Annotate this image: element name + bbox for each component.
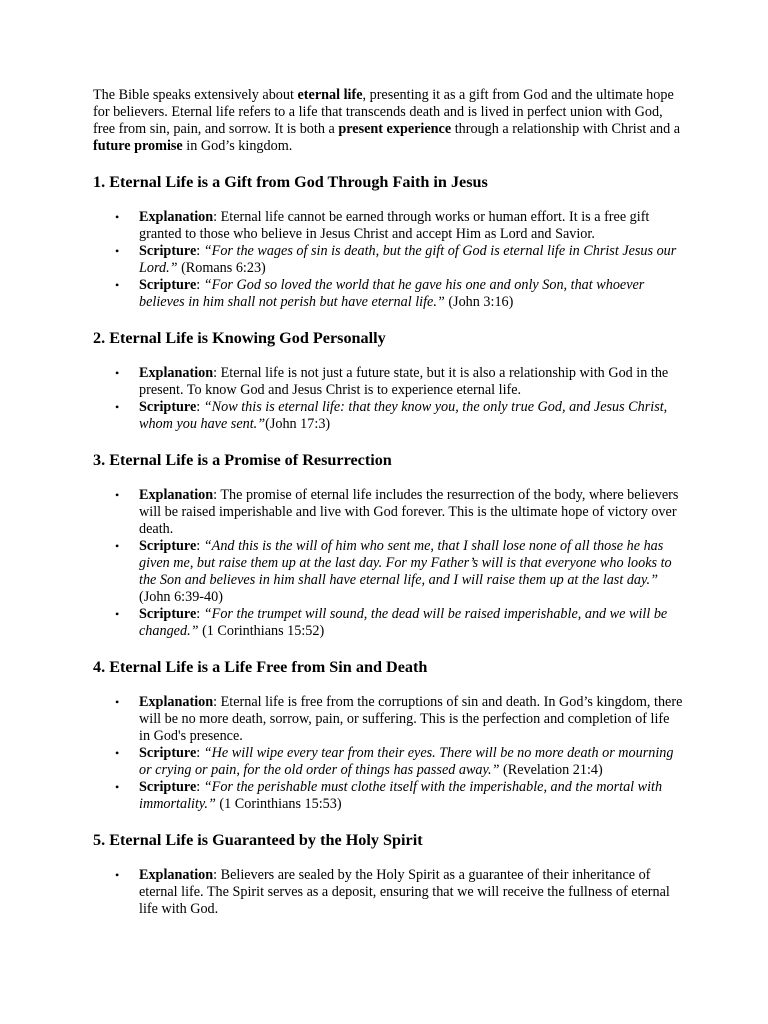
intro-text: in God’s kingdom.: [182, 138, 293, 154]
scripture-quote: “He will wipe every tear from their eyes. There will be no more death or mourning or crying or pain, for the old order of things has passed away.”: [139, 745, 674, 778]
item-label: Scripture: [139, 606, 197, 622]
bullet-icon: •: [115, 695, 120, 709]
item-label: Explanation: [139, 209, 214, 225]
item-label: Scripture: [139, 243, 197, 259]
bullet-icon: •: [115, 746, 120, 760]
list-item: [93, 243, 683, 277]
list-item: [93, 779, 683, 813]
item-separator: :: [196, 277, 204, 293]
bullet-icon: •: [115, 488, 120, 502]
item-label: Scripture: [139, 277, 197, 293]
bullet-icon: •: [115, 366, 120, 380]
scripture-quote: “Now this is eternal life: that they know you, the only true God, and Jesus Christ, whom you have sent.”: [139, 399, 668, 432]
item-label: Scripture: [139, 779, 197, 795]
section-heading: 3. Eternal Life is a Promise of Resurrection: [93, 451, 392, 469]
intro-emphasis: eternal life: [297, 87, 363, 103]
scripture-reference: (Revelation 21:4): [499, 762, 603, 778]
list-item: [93, 399, 683, 433]
bullet-list: [93, 867, 683, 918]
list-item: [93, 487, 683, 538]
item-text: : The promise of eternal life includes the resurrection of the body, where believers will be raised imperishable and live with God forever. This is the ultimate hope of victory over death.: [139, 487, 679, 537]
bullet-icon: •: [115, 539, 120, 553]
bullet-list: [93, 365, 683, 433]
intro-paragraph: [93, 87, 683, 155]
item-label: Scripture: [139, 399, 197, 415]
item-text: : Eternal life is free from the corruptions of sin and death. In God’s kingdom, there will be no more death, sorrow, pain, or suffering. This is the perfection and completion of life in God's presence.: [139, 694, 683, 744]
list-item: [93, 209, 683, 243]
bullet-icon: •: [115, 244, 120, 258]
scripture-quote: “For the trumpet will sound, the dead will be raised imperishable, and we will be changed.”: [139, 606, 668, 639]
item-separator: :: [196, 538, 204, 554]
bullet-list: [93, 487, 683, 640]
bullet-list: [93, 209, 683, 311]
list-item: [93, 694, 683, 745]
item-separator: :: [196, 243, 204, 259]
item-label: Explanation: [139, 365, 214, 381]
list-item: [93, 277, 683, 311]
list-item: [93, 867, 683, 918]
bullet-icon: •: [115, 868, 120, 882]
scripture-quote: “And this is the will of him who sent me, that I shall lose none of all those he has given me, but raise them up at the last day. For my Father’s will is that everyone who looks to the Son and believes in him shall have eternal life, and I will raise them up at the last day.”: [139, 538, 672, 588]
intro-emphasis: future promise: [93, 138, 183, 154]
item-separator: :: [196, 399, 204, 415]
intro-emphasis: present experience: [338, 121, 452, 137]
list-item: [93, 365, 683, 399]
item-label: Scripture: [139, 745, 197, 761]
bullet-icon: •: [115, 210, 120, 224]
intro-text: The Bible speaks extensively about: [93, 87, 298, 103]
item-separator: :: [196, 779, 204, 795]
item-label: Explanation: [139, 694, 214, 710]
list-item: [93, 745, 683, 779]
item-text: : Eternal life is not just a future state, but it is also a relationship with God in the present. To know God and Jesus Christ is to experience eternal life.: [139, 365, 669, 398]
scripture-reference: (Romans 6:23): [177, 260, 266, 276]
item-text: : Eternal life cannot be earned through works or human effort. It is a free gift granted to those who believe in Jesus Christ and accept Him as Lord and Savior.: [139, 209, 650, 242]
bullet-icon: •: [115, 607, 120, 621]
bullet-list: [93, 694, 683, 813]
section-heading: 1. Eternal Life is a Gift from God Through Faith in Jesus: [93, 173, 488, 191]
item-label: Explanation: [139, 867, 214, 883]
section-heading: 2. Eternal Life is Knowing God Personally: [93, 329, 386, 347]
bullet-icon: •: [115, 780, 120, 794]
scripture-reference: (1 Corinthians 15:53): [215, 796, 342, 812]
item-separator: :: [196, 606, 204, 622]
item-label: Scripture: [139, 538, 197, 554]
item-label: Explanation: [139, 487, 214, 503]
scripture-reference: (John 17:3): [265, 416, 331, 432]
item-text: : Believers are sealed by the Holy Spirit as a guarantee of their inheritance of eternal life. The Spirit serves as a deposit, ensuring that we will receive the fullness of eternal life with God.: [139, 867, 670, 917]
scripture-quote: “For the perishable must clothe itself with the imperishable, and the mortal with immortality.”: [139, 779, 663, 812]
scripture-quote: “For the wages of sin is death, but the gift of God is eternal life in Christ Jesus our Lord.”: [139, 243, 677, 276]
list-item: [93, 606, 683, 640]
scripture-reference: (1 Corinthians 15:52): [198, 623, 325, 639]
scripture-reference: (John 3:16): [444, 294, 514, 310]
document-page: [93, 87, 683, 935]
bullet-icon: •: [115, 278, 120, 292]
bullet-icon: •: [115, 400, 120, 414]
scripture-reference: (John 6:39-40): [139, 589, 223, 605]
list-item: [93, 538, 683, 606]
section-heading: 4. Eternal Life is a Life Free from Sin and Death: [93, 658, 428, 676]
section-heading: 5. Eternal Life is Guaranteed by the Holy Spirit: [93, 831, 423, 849]
item-separator: :: [196, 745, 204, 761]
scripture-quote: “For God so loved the world that he gave his one and only Son, that whoever believes in him shall not perish but have eternal life.”: [139, 277, 645, 310]
intro-text: through a relationship with Christ and a: [451, 121, 681, 137]
intro-text: , presenting it as a gift from God and the ultimate hope for believers. Eternal life refers to a life that transcends death and is lived in perfect union with God, free from sin, pain, and sorrow. It is both a: [93, 87, 674, 137]
